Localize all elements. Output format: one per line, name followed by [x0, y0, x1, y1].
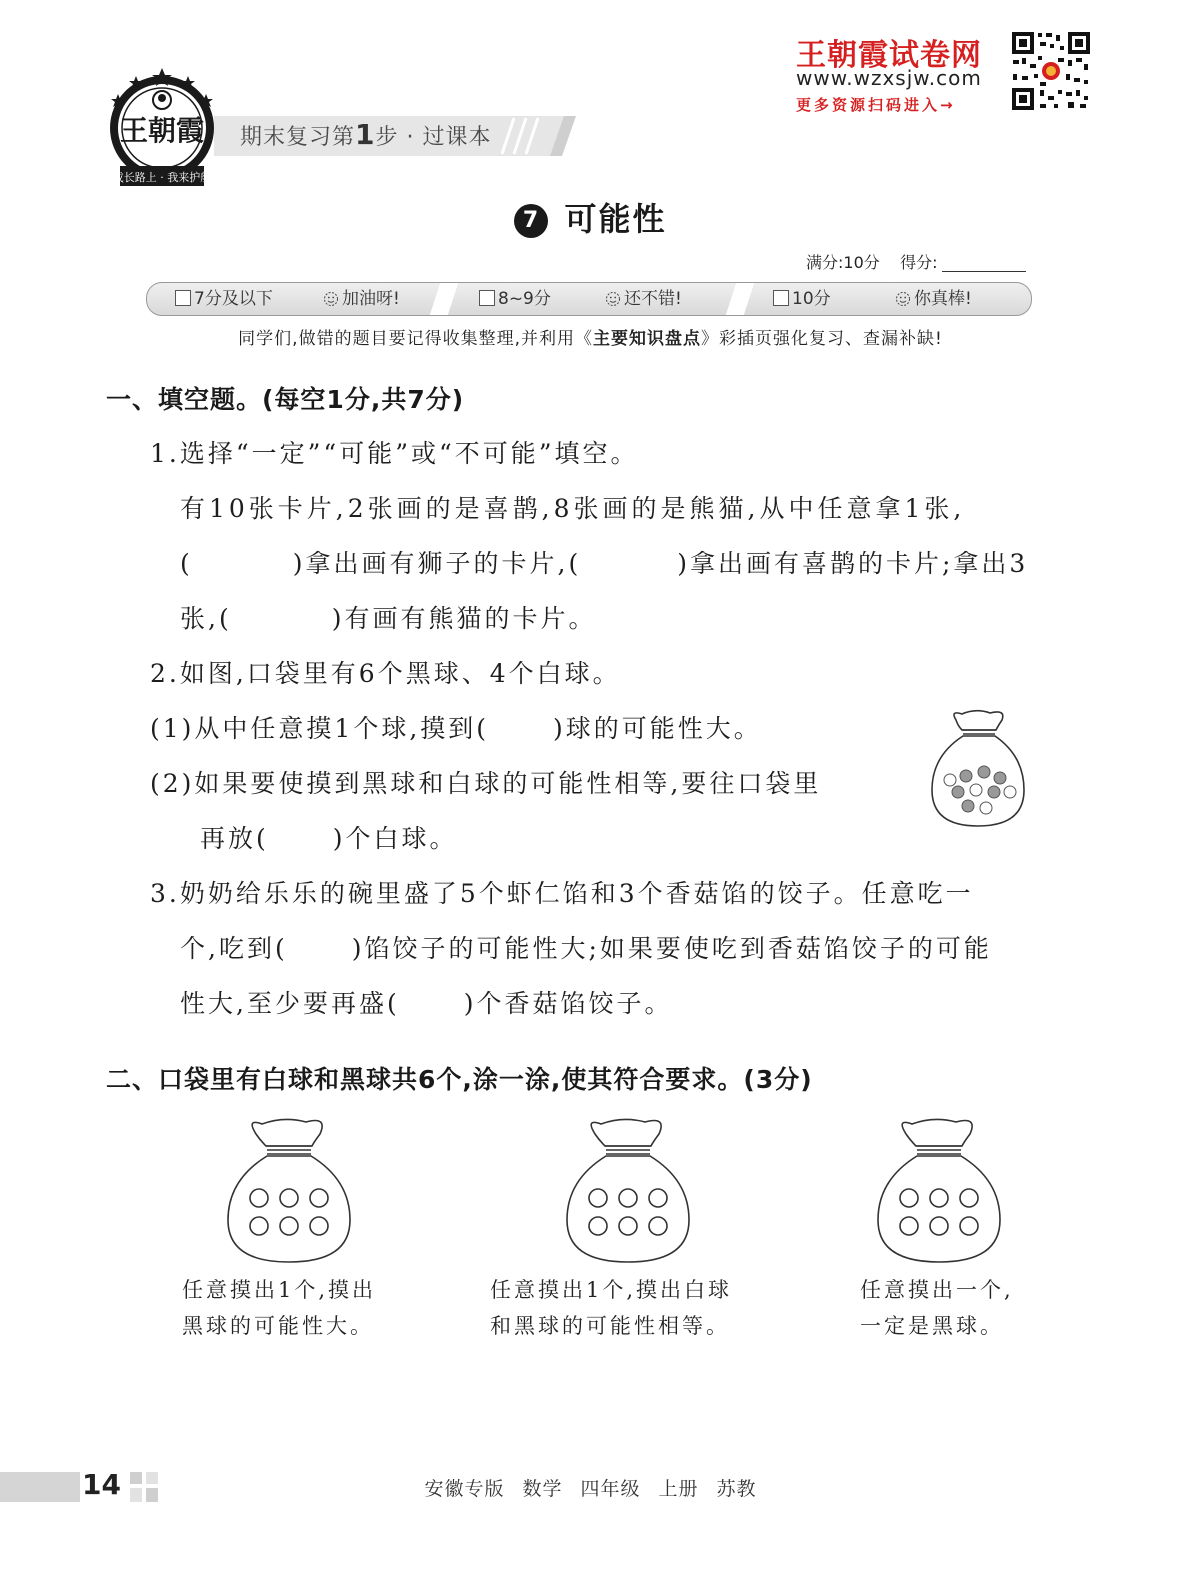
section1-heading: 一、填空题。(每空1分,共7分)	[106, 385, 465, 414]
brand-url[interactable]: www.wzxsjw.com	[796, 66, 982, 90]
smiley-icon	[895, 291, 911, 307]
checkbox[interactable]	[479, 290, 495, 306]
q2-part1: (1)从中任意摸1个球,摸到( )球的可能性大。	[150, 714, 762, 743]
scan-hint: 更多资源扫码进入→	[796, 96, 956, 114]
q3-line3: 性大,至少要再盛( )个香菇馅饺子。	[180, 989, 673, 1018]
rating-comment-high: 你真棒!	[895, 283, 972, 315]
lesson-title: 7 可能性	[0, 194, 1181, 240]
checkbox[interactable]	[175, 290, 191, 306]
ball-circle	[310, 1189, 328, 1207]
checkbox[interactable]	[773, 290, 789, 306]
bag-2[interactable]	[563, 1116, 693, 1266]
ball-circle	[930, 1217, 948, 1235]
ball-circle	[900, 1189, 918, 1207]
page-number: 14	[82, 1468, 121, 1501]
ball-circle	[310, 1217, 328, 1235]
rating-option-low[interactable]: 7分及以下	[175, 283, 273, 315]
rating-bar	[146, 282, 1032, 316]
ball-circle	[250, 1217, 268, 1235]
score-line	[806, 250, 1026, 273]
wangzhaoxia-logo	[106, 66, 218, 190]
rating-comment-low: 加油呀!	[323, 283, 400, 315]
ball-circle	[900, 1217, 918, 1235]
qr-code-icon[interactable]	[1010, 30, 1092, 112]
ball-circle	[250, 1189, 268, 1207]
q2-intro: 2.如图,口袋里有6个黑球、4个白球。	[150, 659, 621, 688]
footer-info: 安徽专版 数学 四年级 上册 苏教	[424, 1478, 757, 1500]
smiley-icon	[605, 291, 621, 307]
full-score: 满分:10分	[806, 253, 880, 272]
svg-text:成长路上 · 我来护航: 成长路上 · 我来护航	[112, 171, 212, 184]
ball-circle	[619, 1189, 637, 1207]
bag-2-caption: 任意摸出1个,摸出白球 和黑球的可能性相等。	[490, 1278, 733, 1338]
section2-heading: 二、口袋里有白球和黑球共6个,涂一涂,使其符合要求。(3分)	[106, 1065, 813, 1094]
brand-name: 王朝霞试卷网	[796, 38, 982, 73]
smiley-icon	[323, 291, 339, 307]
rating-comment-mid: 还不错!	[605, 283, 682, 315]
q2-part2-cont: 再放( )个白球。	[200, 824, 458, 853]
q3-line2: 个,吃到( )馅饺子的可能性大;如果要使吃到香菇馅饺子的可能	[180, 934, 992, 963]
score-blank[interactable]	[942, 271, 1026, 272]
banner-text: 期末复习第1步 · 过课本	[240, 118, 492, 151]
ball-circle	[649, 1189, 667, 1207]
ball-circle	[280, 1189, 298, 1207]
rating-option-mid[interactable]: 8~9分	[479, 283, 551, 315]
ball-circle	[589, 1189, 607, 1207]
bag-3[interactable]	[874, 1116, 1004, 1266]
q3-line1: 3.奶奶给乐乐的碗里盛了5个虾仁馅和3个香菇馅的饺子。任意吃一	[150, 879, 974, 908]
bag-1-caption: 任意摸出1个,摸出 黑球的可能性大。	[182, 1278, 377, 1338]
ball-circle	[619, 1217, 637, 1235]
ball-circle	[649, 1217, 667, 1235]
ball-circle	[589, 1217, 607, 1235]
banner-step: 1	[355, 118, 376, 151]
bag-3-caption: 任意摸出一个, 一定是黑球。	[860, 1278, 1014, 1338]
q2-part2: (2)如果要使摸到黑球和白球的可能性相等,要往口袋里	[150, 769, 822, 798]
q1-line1: 有10张卡片,2张画的是喜鹊,8张画的是熊猫,从中任意拿1张,	[180, 494, 966, 523]
svg-text:王朝霞: 王朝霞	[119, 114, 205, 147]
ball-circle	[960, 1189, 978, 1207]
rating-option-high[interactable]: 10分	[773, 283, 831, 315]
ball-circle	[960, 1217, 978, 1235]
ball-bag-figure	[926, 708, 1030, 830]
q1-line2: ( )拿出画有狮子的卡片,( )拿出画有喜鹊的卡片;拿出3	[180, 549, 1029, 578]
ball-circle	[280, 1217, 298, 1235]
q1-line3: 张,( )有画有熊猫的卡片。	[180, 604, 597, 633]
q1-intro: 1.选择“一定”“可能”或“不可能”填空。	[150, 439, 639, 468]
ball-circle	[930, 1189, 948, 1207]
bag-1[interactable]	[224, 1116, 354, 1266]
got-score-label: 得分:	[900, 253, 938, 272]
lesson-number-badge: 7	[514, 204, 548, 238]
study-note: 同学们,做错的题目要记得收集整理,并利用《主要知识盘点》彩插页强化复习、查漏补缺!	[238, 329, 943, 349]
